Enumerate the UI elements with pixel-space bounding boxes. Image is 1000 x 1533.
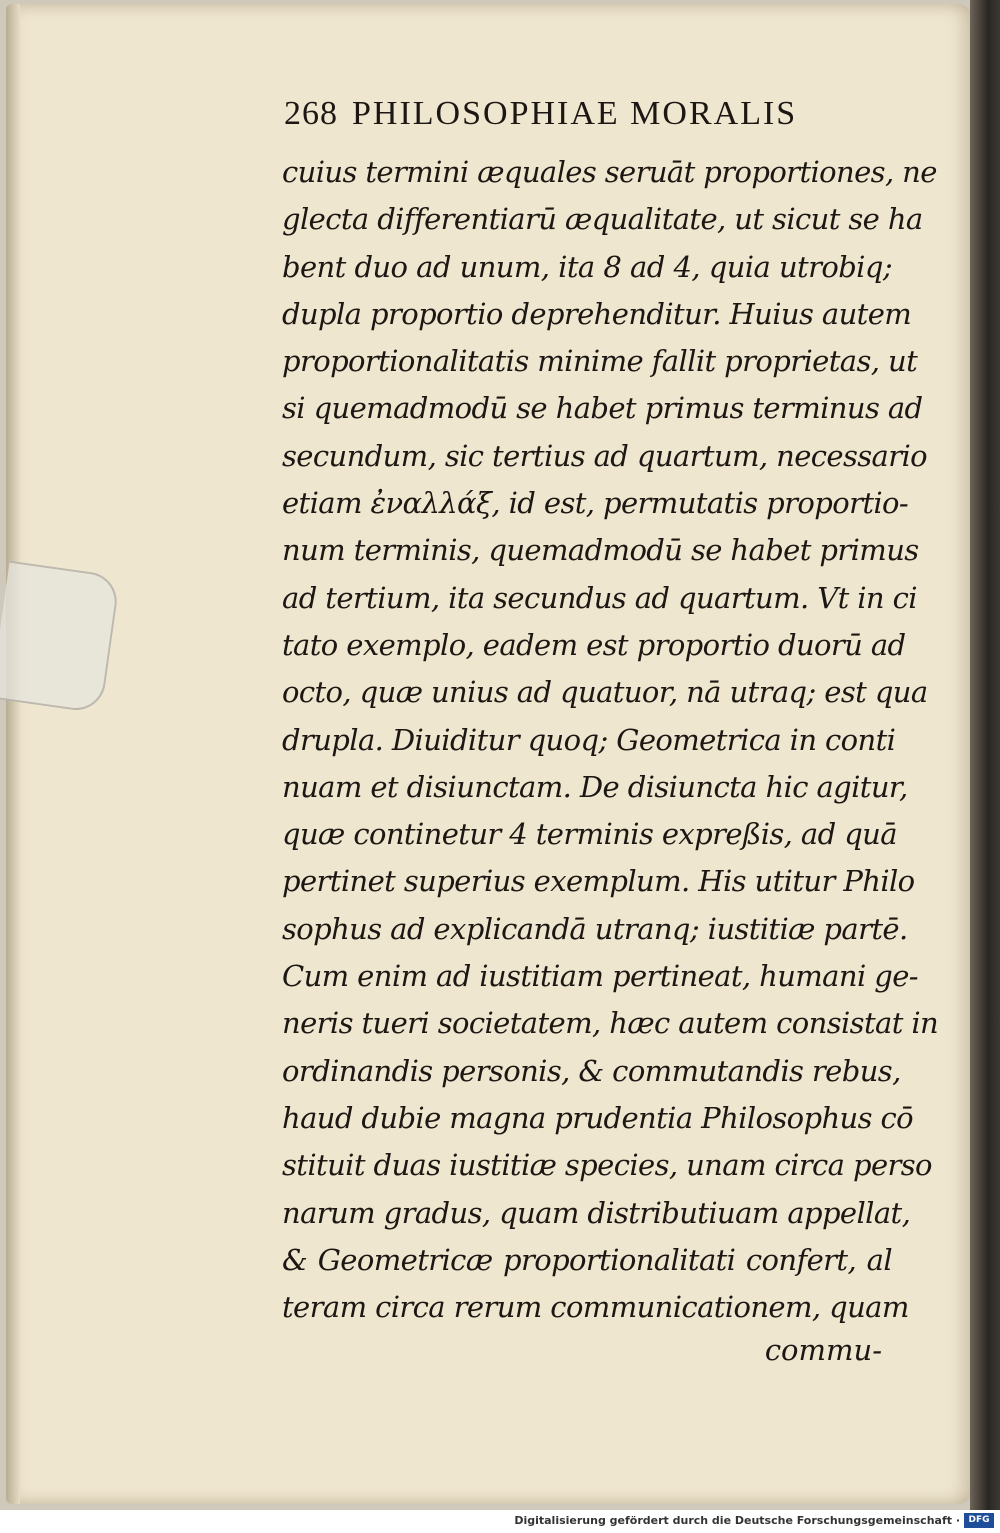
text-line: haud dubie magna prudentia Philosophus cō (282, 1100, 914, 1135)
page-clip (0, 561, 121, 714)
text-line: tato exemplo, eadem est proportio duorū ad (282, 627, 906, 662)
text-line: cuius termini æquales seruāt proportiones, ne (282, 155, 937, 189)
text-line: sophus ad explicandā utranq; iustitiæ partē. (282, 911, 908, 946)
text-line: Cum enim ad iustitiam pertineat, humani ge- (282, 959, 918, 994)
text-line: quæ continetur 4 terminis expreßis, ad quā (282, 817, 897, 852)
text-line: secundum, sic tertius ad quartum, necessario (282, 438, 928, 473)
text-line: glecta differentiarū æqualitate, ut sicut se ha (282, 202, 923, 237)
footer-bar (0, 1510, 1000, 1533)
text-line: stituit duas iustitiæ species, unam circa perso (282, 1148, 932, 1183)
funding-credit: Digitalisierung gefördert durch die Deutsche Forschungsgemeinschaft · (514, 1514, 960, 1527)
text-line: etiam ἐναλλάξ, id est, permutatis proportio- (282, 486, 909, 521)
text-line: proportionalitatis minime fallit proprietas, ut (282, 344, 918, 379)
body-text (282, 149, 939, 1331)
running-title: PHILOSOPHIAE MORALIS (352, 95, 798, 132)
text-line: neris tueri societatem, hæc autem consistat in (282, 1006, 939, 1041)
text-line: & Geometricæ proportionalitati confert, al (282, 1242, 892, 1277)
page-number: 268 (284, 95, 338, 132)
book-spine (970, 0, 1000, 1510)
text-line: octo, quæ unius ad quatuor, nā utraq; est qua (282, 675, 928, 710)
page-edge (6, 4, 20, 1504)
catchword: commu- (764, 1333, 882, 1368)
text-line: num terminis, quemadmodū se habet primus (282, 533, 919, 568)
text-line: ordinandis personis, & commutandis rebus, (282, 1053, 901, 1088)
text-line: dupla proportio deprehenditur. Huius autem (282, 296, 912, 331)
text-block (282, 95, 939, 1368)
text-line: narum gradus, quam distributiuam appellat, (282, 1195, 911, 1230)
text-line: teram circa rerum communicationem, quam (282, 1290, 909, 1325)
text-line: bent duo ad unum, ita 8 ad 4, quia utrobiq; (282, 249, 892, 284)
text-line: nuam et disiunctam. De disiuncta hic agitur, (282, 769, 908, 804)
text-line: si quemadmodū se habet primus terminus ad (282, 391, 923, 426)
text-line: ad tertium, ita secundus ad quartum. Vt in ci (282, 580, 917, 615)
dfg-logo: DFG (964, 1513, 994, 1528)
text-line: pertinet superius exemplum. His utitur Philo (282, 864, 915, 899)
text-line: drupla. Diuiditur quoq; Geometrica in conti (282, 722, 896, 757)
running-head (284, 95, 892, 143)
